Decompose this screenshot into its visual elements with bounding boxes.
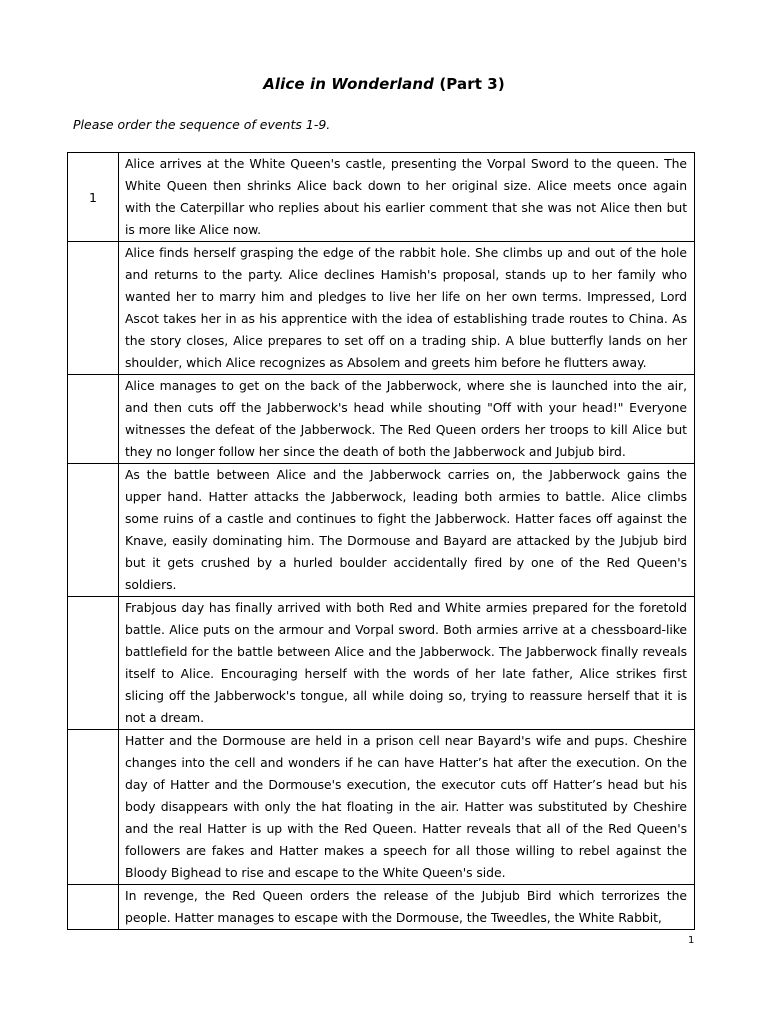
event-order-input[interactable]	[68, 730, 119, 885]
title-suffix: (Part 3)	[434, 75, 505, 93]
event-row	[68, 730, 695, 885]
document-title	[0, 75, 768, 93]
event-text: As the battle between Alice and the Jabberwock carries on, the Jabberwock gains the upper hand. Hatter attacks the Jabberwock, leading both armies to battle. Alice climbs some ruins of a castle and continues to fight the Jabberwock. Hatter faces off against the Knave, easily dominating him. The Dormouse and Bayard are attacked by the Jubjub bird but it gets crushed by a hurled boulder accidentally fired by one of the Red Queen's soldiers.	[119, 464, 695, 597]
title-italic: Alice in Wonderland	[263, 75, 435, 93]
event-order-input[interactable]	[68, 597, 119, 730]
event-text: In revenge, the Red Queen orders the release of the Jubjub Bird which terrorizes the people. Hatter manages to escape with the Dormouse, the Tweedles, the White Rabbit,	[119, 885, 695, 930]
event-text: Alice arrives at the White Queen's castle, presenting the Vorpal Sword to the queen. The White Queen then shrinks Alice back down to her original size. Alice meets once again with the Caterpillar who replies about his earlier comment that she was not Alice then but is more like Alice now.	[119, 153, 695, 242]
event-row	[68, 464, 695, 597]
event-row	[68, 153, 695, 242]
event-text: Alice manages to get on the back of the Jabberwock, where she is launched into the air, and then cuts off the Jabberwock's head while shouting "Off with your head!" Everyone witnesses the defeat of the Jabberwock. The Red Queen orders her troops to kill Alice but they no longer follow her since the death of both the Jabberwock and Jubjub bird.	[119, 375, 695, 464]
event-order-input[interactable]	[68, 242, 119, 375]
event-row	[68, 597, 695, 730]
event-text: Frabjous day has finally arrived with both Red and White armies prepared for the foretold battle. Alice puts on the armour and Vorpal sword. Both armies arrive at a chessboard-like battlefield for the battle between Alice and the Jabberwock. The Jabberwock finally reveals itself to Alice. Encouraging herself with the words of her late father, Alice strikes first slicing off the Jabberwock's tongue, all while doing so, trying to reassure herself that it is not a dream.	[119, 597, 695, 730]
event-row	[68, 242, 695, 375]
event-row	[68, 375, 695, 464]
instruction-text: Please order the sequence of events 1-9.	[73, 117, 331, 132]
event-text: Hatter and the Dormouse are held in a prison cell near Bayard's wife and pups. Cheshire changes into the cell and wonders if he can have Hatter’s hat after the execution. On the day of Hatter and the Dormouse's execution, the executor cuts off Hatter’s head but his body disappears with only the hat floating in the air. Hatter was substituted by Cheshire and the real Hatter is up with the Red Queen. Hatter reveals that all of the Red Queen's followers are fakes and Hatter makes a speech for all those willing to rebel against the Bloody Bighead to rise and escape to the White Queen's side.	[119, 730, 695, 885]
event-text: Alice finds herself grasping the edge of the rabbit hole. She climbs up and out of the hole and returns to the party. Alice declines Hamish's proposal, stands up to her family who wanted her to marry him and pledges to live her life on her own terms. Impressed, Lord Ascot takes her in as his apprentice with the idea of establishing trade routes to China. As the story closes, Alice prepares to set off on a trading ship. A blue butterfly lands on her shoulder, which Alice recognizes as Absolem and greets him before he flutters away.	[119, 242, 695, 375]
event-order-input[interactable]	[68, 375, 119, 464]
event-row	[68, 885, 695, 930]
event-order-input[interactable]	[68, 885, 119, 930]
events-table	[67, 152, 695, 930]
event-order-input[interactable]	[68, 464, 119, 597]
page-number: 1	[688, 935, 695, 946]
event-order-input[interactable]: 1	[68, 153, 119, 242]
